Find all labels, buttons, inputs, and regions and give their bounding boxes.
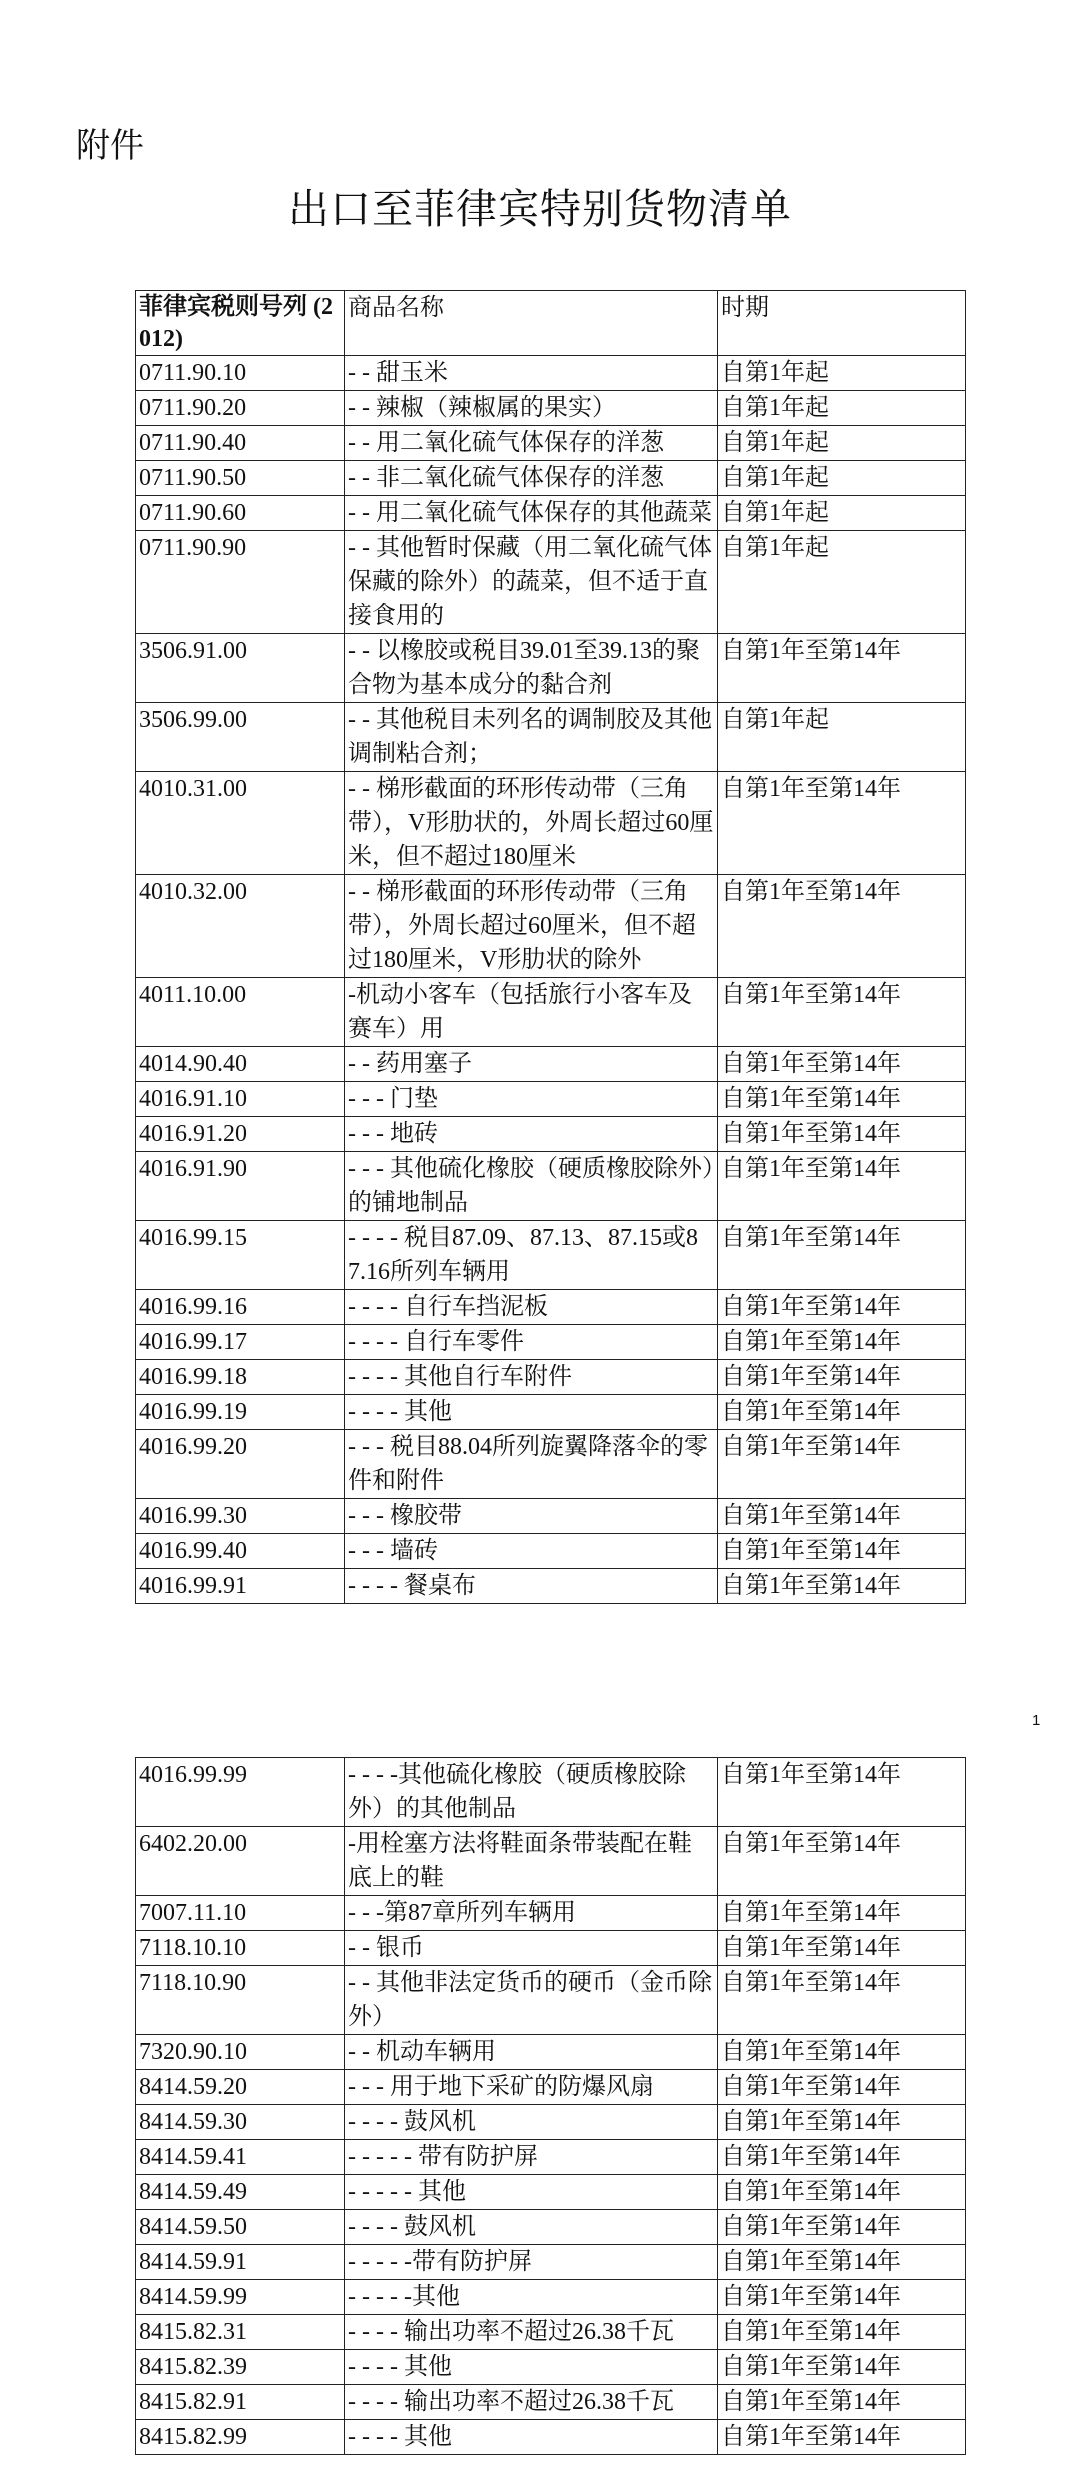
cell-period: 自第1年至第14年 [718,1152,966,1221]
table-row [136,1430,966,1499]
cell-period: 自第1年至第14年 [718,1534,966,1569]
cell-name: - - 其他税目未列名的调制胶及其他调制粘合剂； [345,703,718,772]
cell-period: 自第1年至第14年 [718,1117,966,1152]
cell-name: - - 用二氧化硫气体保存的洋葱 [345,426,718,461]
cell-code: 4016.99.20 [136,1430,345,1499]
cell-name: - - 以橡胶或税目39.01至39.13的聚合物为基本成分的黏合剂 [345,634,718,703]
cell-code: 4016.99.99 [136,1758,345,1827]
cell-name: - - 用二氧化硫气体保存的其他蔬菜 [345,496,718,531]
cell-period: 自第1年起 [718,426,966,461]
cell-name: - - 辣椒（辣椒属的果实） [345,391,718,426]
cell-period: 自第1年至第14年 [718,1896,966,1931]
cell-name: - - - - 输出功率不超过26.38千瓦 [345,2315,718,2350]
cell-name: - - - - 其他 [345,2420,718,2455]
table-row [136,1221,966,1290]
cell-period: 自第1年起 [718,391,966,426]
table-row [136,1152,966,1221]
cell-name: - - - - 鼓风机 [345,2105,718,2140]
table-row [136,1827,966,1896]
cell-name: -机动小客车（包括旅行小客车及赛车）用 [345,978,718,1047]
cell-code: 4010.32.00 [136,875,345,978]
cell-code: 7118.10.90 [136,1966,345,2035]
goods-table-page1 [135,290,966,1604]
cell-name: - - - - 其他 [345,1395,718,1430]
table-row [136,1896,966,1931]
cell-code: 8414.59.41 [136,2140,345,2175]
cell-period: 自第1年起 [718,356,966,391]
cell-name: - - - - 自行车零件 [345,1325,718,1360]
cell-period: 自第1年至第14年 [718,2315,966,2350]
cell-period: 自第1年至第14年 [718,2245,966,2280]
cell-code: 4016.99.30 [136,1499,345,1534]
cell-name: - - 梯形截面的环形传动带（三角带），外周长超过60厘米，但不超过180厘米，V形肋状的除外 [345,875,718,978]
cell-code: 7118.10.10 [136,1931,345,1966]
table-row [136,2385,966,2420]
cell-name: - - - 门垫 [345,1082,718,1117]
cell-code: 4010.31.00 [136,772,345,875]
cell-name: - - - 税目88.04所列旋翼降落伞的零件和附件 [345,1430,718,1499]
cell-code: 8414.59.20 [136,2070,345,2105]
cell-period: 自第1年至第14年 [718,1082,966,1117]
table-row [136,2210,966,2245]
cell-code: 4016.91.10 [136,1082,345,1117]
table-row [136,2175,966,2210]
cell-name: - - - - 鼓风机 [345,2210,718,2245]
table-row [136,1758,966,1827]
cell-name: - - 梯形截面的环形传动带（三角带），V形肋状的，外周长超过60厘米，但不超过180厘米 [345,772,718,875]
table-row [136,772,966,875]
cell-period: 自第1年至第14年 [718,2175,966,2210]
page-number: 1 [1032,1712,1041,1729]
cell-period: 自第1年至第14年 [718,1047,966,1082]
table-row [136,2350,966,2385]
cell-code: 4011.10.00 [136,978,345,1047]
cell-period: 自第1年至第14年 [718,1360,966,1395]
table-row [136,1082,966,1117]
cell-period: 自第1年至第14年 [718,2385,966,2420]
table-row [136,1966,966,2035]
cell-period: 自第1年至第14年 [718,1569,966,1604]
cell-name: - - - 用于地下采矿的防爆风扇 [345,2070,718,2105]
cell-period: 自第1年至第14年 [718,875,966,978]
cell-code: 0711.90.40 [136,426,345,461]
cell-period: 自第1年至第14年 [718,1966,966,2035]
cell-code: 8414.59.50 [136,2210,345,2245]
table-row [136,461,966,496]
cell-code: 8414.59.49 [136,2175,345,2210]
cell-code: 8414.59.99 [136,2280,345,2315]
cell-period: 自第1年至第14年 [718,2280,966,2315]
table-row [136,1499,966,1534]
cell-name: - - - 橡胶带 [345,1499,718,1534]
cell-name: - - - - - 其他 [345,2175,718,2210]
cell-code: 4016.99.40 [136,1534,345,1569]
table-row [136,2280,966,2315]
cell-name: - - - - -带有防护屏 [345,2245,718,2280]
cell-period: 自第1年至第14年 [718,772,966,875]
goods-table-page2 [135,1757,966,2455]
cell-name: - - 其他非法定货币的硬币（金币除外） [345,1966,718,2035]
table-row [136,356,966,391]
cell-period: 自第1年至第14年 [718,2140,966,2175]
table-row [136,1117,966,1152]
cell-period: 自第1年至第14年 [718,2105,966,2140]
cell-code: 0711.90.90 [136,531,345,634]
cell-code: 7007.11.10 [136,1896,345,1931]
cell-name: - - - - 自行车挡泥板 [345,1290,718,1325]
cell-period: 自第1年至第14年 [718,1221,966,1290]
cell-code: 8414.59.91 [136,2245,345,2280]
cell-code: 6402.20.00 [136,1827,345,1896]
table-row [136,2315,966,2350]
cell-code: 4016.99.15 [136,1221,345,1290]
table-row [136,875,966,978]
cell-name: - - 机动车辆用 [345,2035,718,2070]
cell-period: 自第1年起 [718,496,966,531]
table-row [136,1534,966,1569]
cell-code: 0711.90.10 [136,356,345,391]
cell-code: 8415.82.39 [136,2350,345,2385]
cell-name: - - - - 餐桌布 [345,1569,718,1604]
cell-name: - - 非二氧化硫气体保存的洋葱 [345,461,718,496]
table-row [136,978,966,1047]
cell-name: - - 药用塞子 [345,1047,718,1082]
cell-name: - - - - 税目87.09、87.13、87.15或87.16所列车辆用 [345,1221,718,1290]
table-row [136,2420,966,2455]
cell-name: - - 甜玉米 [345,356,718,391]
cell-code: 0711.90.50 [136,461,345,496]
table-row [136,2105,966,2140]
cell-code: 4014.90.40 [136,1047,345,1082]
header-name: 商品名称 [345,291,718,356]
header-code: 菲律宾税则号列 (2012) [136,291,345,356]
table-row [136,1569,966,1604]
cell-code: 8415.82.31 [136,2315,345,2350]
cell-name: - - - - 输出功率不超过26.38千瓦 [345,2385,718,2420]
table-row [136,1325,966,1360]
table-row [136,1931,966,1966]
cell-period: 自第1年至第14年 [718,1827,966,1896]
document-title: 出口至菲律宾特别货物清单 [288,185,792,233]
cell-period: 自第1年起 [718,703,966,772]
cell-name: -用栓塞方法将鞋面条带装配在鞋底上的鞋 [345,1827,718,1896]
table-row [136,2070,966,2105]
cell-period: 自第1年至第14年 [718,2350,966,2385]
cell-period: 自第1年至第14年 [718,1931,966,1966]
table-header-row [136,291,966,356]
cell-code: 8415.82.99 [136,2420,345,2455]
cell-name: - - 银币 [345,1931,718,1966]
cell-period: 自第1年至第14年 [718,2210,966,2245]
cell-code: 4016.91.90 [136,1152,345,1221]
cell-name: - - - - - 带有防护屏 [345,2140,718,2175]
cell-period: 自第1年至第14年 [718,634,966,703]
cell-code: 4016.99.17 [136,1325,345,1360]
cell-period: 自第1年至第14年 [718,1430,966,1499]
cell-name: - - - - 其他自行车附件 [345,1360,718,1395]
attachment-label: 附件 [76,126,144,166]
table-row [136,496,966,531]
table-row [136,703,966,772]
cell-code: 4016.91.20 [136,1117,345,1152]
table-row [136,1360,966,1395]
table-row [136,2140,966,2175]
cell-name: - - - - -其他 [345,2280,718,2315]
cell-name: - - - - 其他 [345,2350,718,2385]
cell-code: 4016.99.16 [136,1290,345,1325]
table-row [136,1395,966,1430]
cell-period: 自第1年至第14年 [718,1499,966,1534]
cell-name: - - - 墙砖 [345,1534,718,1569]
cell-period: 自第1年至第14年 [718,2420,966,2455]
cell-period: 自第1年至第14年 [718,1758,966,1827]
cell-name: - - -第87章所列车辆用 [345,1896,718,1931]
cell-code: 3506.99.00 [136,703,345,772]
header-period: 时期 [718,291,966,356]
cell-code: 4016.99.19 [136,1395,345,1430]
table-row [136,391,966,426]
cell-period: 自第1年至第14年 [718,2035,966,2070]
cell-name: - - - 其他硫化橡胶（硬质橡胶除外）的铺地制品 [345,1152,718,1221]
table-row [136,2035,966,2070]
table-row [136,1290,966,1325]
table-row [136,531,966,634]
cell-code: 7320.90.10 [136,2035,345,2070]
cell-code: 3506.91.00 [136,634,345,703]
cell-period: 自第1年至第14年 [718,1395,966,1430]
table-row [136,2245,966,2280]
cell-code: 8414.59.30 [136,2105,345,2140]
cell-period: 自第1年起 [718,531,966,634]
cell-code: 0711.90.60 [136,496,345,531]
cell-period: 自第1年至第14年 [718,2070,966,2105]
cell-period: 自第1年起 [718,461,966,496]
cell-name: - - - -其他硫化橡胶（硬质橡胶除外）的其他制品 [345,1758,718,1827]
cell-code: 4016.99.91 [136,1569,345,1604]
cell-period: 自第1年至第14年 [718,978,966,1047]
table-row [136,426,966,461]
cell-name: - - 其他暂时保藏（用二氧化硫气体保藏的除外）的蔬菜，但不适于直接食用的 [345,531,718,634]
cell-code: 0711.90.20 [136,391,345,426]
cell-period: 自第1年至第14年 [718,1290,966,1325]
cell-period: 自第1年至第14年 [718,1325,966,1360]
cell-name: - - - 地砖 [345,1117,718,1152]
table-row [136,1047,966,1082]
table-row [136,634,966,703]
cell-code: 8415.82.91 [136,2385,345,2420]
cell-code: 4016.99.18 [136,1360,345,1395]
